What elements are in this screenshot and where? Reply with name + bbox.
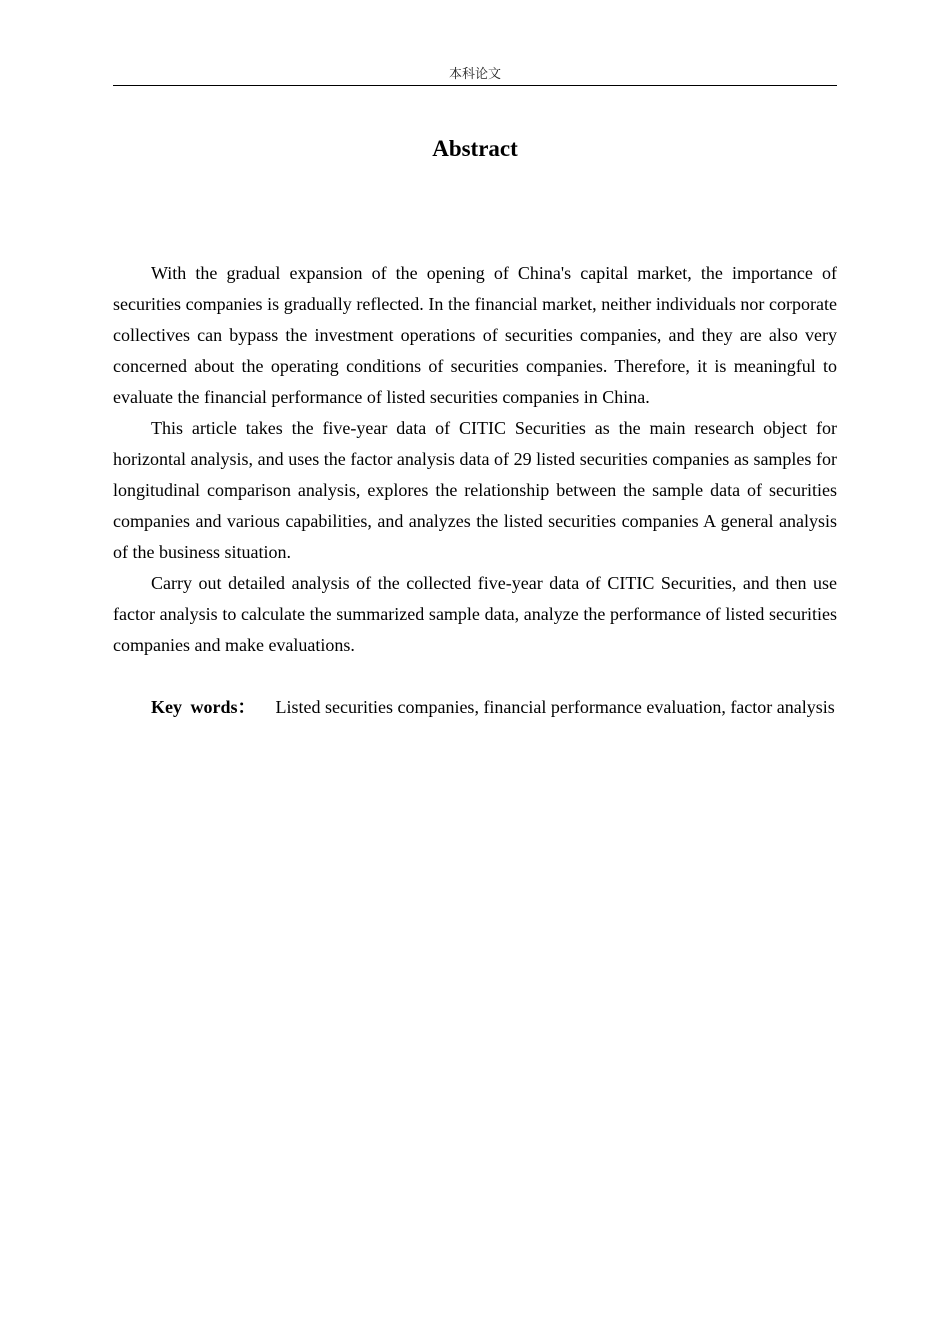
running-header: 本科论文: [448, 67, 501, 82]
keywords-label: Key words：: [151, 697, 256, 717]
abstract-paragraph-3: Carry out detailed analysis of the collected five-year data of CITIC Securities, and then use factor analysis to calculate the summarized sample data, analyze the performance of listed securities companies and make evaluations.: [113, 573, 837, 655]
header-rule: [113, 85, 837, 86]
abstract-paragraph-2: This article takes the five-year data of CITIC Securities as the main research object for horizontal analysis, and uses the factor analysis data of 29 listed securities companies as samples for longitudinal comparison analysis, explores the relationship between the sample data of securities companies and various capabilities, and analyzes the listed securities companies A general analysis of the business situation.: [113, 418, 837, 562]
abstract-title: Abstract: [432, 136, 518, 161]
keywords-line: [113, 692, 837, 723]
abstract-body: [113, 258, 837, 723]
keywords-text: Listed securities companies, financial performance evaluation, factor analysis: [275, 697, 835, 717]
abstract-paragraph-1: With the gradual expansion of the opening of China's capital market, the importance of securities companies is gradually reflected. In the financial market, neither individuals nor corporate collectives can bypass the investment operations of securities companies, and they are also very concerned about the operating conditions of securities companies. Therefore, it is meaningful to evaluate the financial performance of listed securities companies in China.: [113, 263, 837, 407]
